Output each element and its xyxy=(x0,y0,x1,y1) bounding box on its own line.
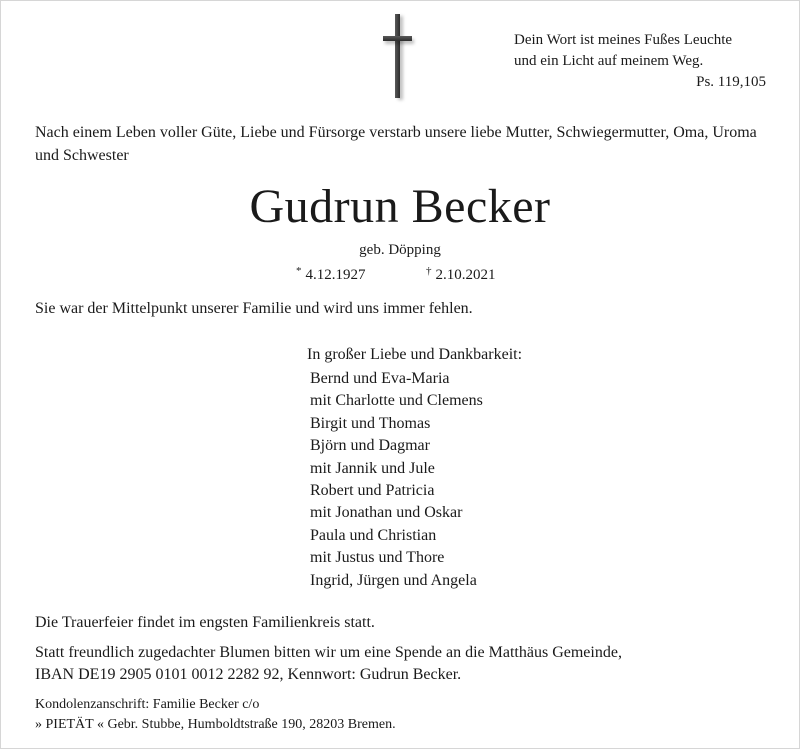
deceased-name: Gudrun Becker xyxy=(249,180,551,233)
bible-verse xyxy=(466,30,766,93)
cross-icon xyxy=(383,14,413,98)
mourner-name: Robert und Patricia xyxy=(310,482,435,500)
death-date: 2.10.2021 xyxy=(435,267,496,283)
mourner-name: mit Jonathan und Oskar xyxy=(310,504,463,522)
mourner-name: mit Jannik und Jule xyxy=(310,459,435,477)
funeral-notice: Die Trauerfeier findet im engsten Familienkreis statt. xyxy=(35,614,375,631)
mourner-name: mit Justus und Thore xyxy=(310,549,445,567)
verse-line-1: Dein Wort ist meines Fußes Leuchte xyxy=(514,32,733,48)
verse-reference: Ps. 119,105 xyxy=(696,74,766,90)
maiden-name: geb. Döpping xyxy=(359,242,441,258)
mourner-name: mit Charlotte und Clemens xyxy=(310,392,483,410)
mourners-list xyxy=(310,368,483,592)
mourner-name: Björn und Dagmar xyxy=(310,437,430,455)
tribute-line: Sie war der Mittelpunkt unserer Familie und wird uns immer fehlen. xyxy=(35,300,473,317)
birth-date-group xyxy=(296,267,366,283)
condolence-line-2: » PIETÄT « Gebr. Stubbe, Humboldtstraße 190, 28203 Bremen. xyxy=(35,717,396,732)
mourner-name: Birgit und Thomas xyxy=(310,414,431,432)
birth-symbol: * xyxy=(296,265,302,277)
mourners-heading: In großer Liebe und Dankbarkeit: xyxy=(307,346,523,363)
verse-line-2: und ein Licht auf meinem Weg. xyxy=(514,53,704,69)
mourner-name: Bernd und Eva-Maria xyxy=(310,370,450,387)
death-date-group xyxy=(426,261,496,285)
condolence-address xyxy=(35,695,775,735)
condolence-line-1: Kondolenzanschrift: Familie Becker c/o xyxy=(35,697,260,712)
mourner-name: Paula und Christian xyxy=(310,526,437,544)
mourner-name: Ingrid, Jürgen und Angela xyxy=(310,571,477,589)
donation-line-2: IBAN DE19 2905 0101 0012 2282 92, Kennwort: Gudrun Becker. xyxy=(35,666,462,683)
donation-line-1: Statt freundlich zugedachter Blumen bitten wir um eine Spende an die Matthäus Gemeinde, xyxy=(35,644,622,661)
donation-notice xyxy=(35,642,775,686)
intro-text: Nach einem Leben voller Güte, Liebe und Fürsorge verstarb unsere liebe Mutter, Schwiegermutter, Oma, Uroma und Schwester xyxy=(35,124,757,164)
death-symbol: † xyxy=(426,265,432,277)
birth-date: 4.12.1927 xyxy=(305,267,366,283)
life-dates xyxy=(296,261,556,285)
